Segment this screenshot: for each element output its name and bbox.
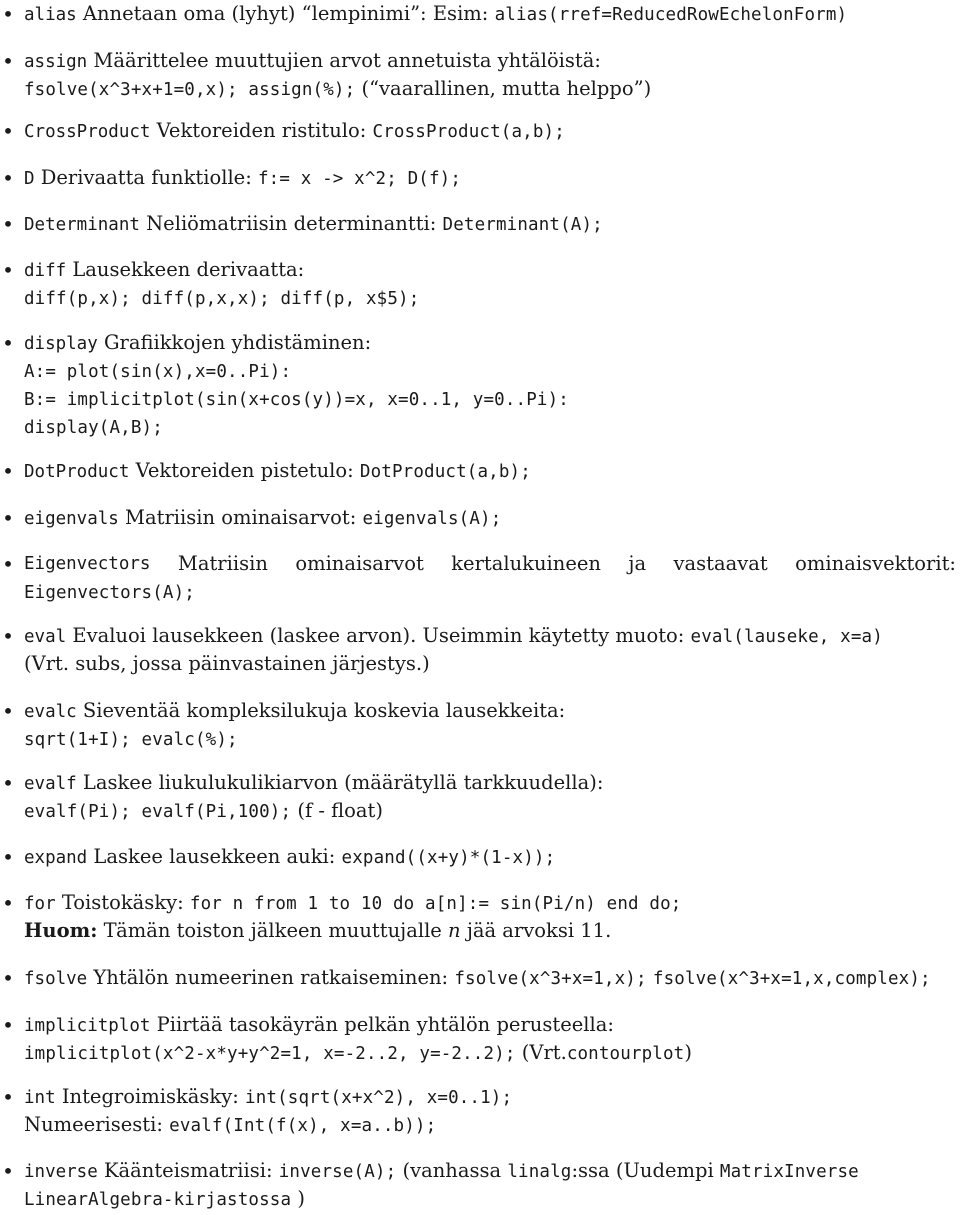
code-example: implicitplot(x^2-x*y+y^2=1, x=-2..2, y=-2..2); <box>24 1044 516 1064</box>
command-description: Derivaatta funktiolle: <box>40 166 252 189</box>
description-word: ominaisarvot <box>295 552 424 575</box>
command-keyword: implicitplot <box>24 1016 151 1036</box>
command-description: Yhtälön numeerinen ratkaiseminen: <box>93 966 449 989</box>
command-description: Annetaan oma (lyhyt) “lempinimi”: Esim: <box>82 2 489 25</box>
bullet: • <box>2 212 14 236</box>
bullet: • <box>2 845 14 869</box>
code-example: eval(lauseke, x=a) <box>690 627 883 647</box>
bullet: • <box>2 49 14 73</box>
code-example: DotProduct(a,b); <box>359 462 531 482</box>
command-keyword: evalc <box>24 702 77 722</box>
code-line: display(A,B); <box>24 418 163 438</box>
command-keyword: Determinant <box>24 215 140 235</box>
bullet: • <box>2 699 14 723</box>
command-keyword: diff <box>24 261 67 281</box>
command-description: Lausekkeen derivaatta: <box>72 258 305 281</box>
code-example-complex: fsolve(x^3+x=1,x,complex); <box>652 969 931 989</box>
code-example: f:= x -> x^2; D(f); <box>258 169 462 189</box>
bullet: • <box>2 459 14 483</box>
variable-n: n <box>448 919 461 942</box>
command-description: Grafiikkojen yhdistäminen: <box>103 331 372 354</box>
command-description: Piirtää tasokäyrän pelkän yhtälön perusteella: <box>156 1013 614 1036</box>
command-description: Integroimiskäsky: <box>61 1085 239 1108</box>
note-prefix: (Vrt. <box>521 1041 567 1064</box>
command-keyword: assign <box>24 52 88 72</box>
bullet: • <box>2 166 14 190</box>
command-keyword: eigenvals <box>24 509 119 529</box>
code-example: fsolve(x^3+x+1=0,x); assign(%); <box>24 80 356 100</box>
description-continued: (Vrt. subs, jossa päinvastainen järjestys.) <box>24 652 430 675</box>
bullet: • <box>2 331 14 355</box>
code-example: diff(p,x); diff(p,x,x); diff(p, x$5); <box>24 289 420 309</box>
code-example: inverse(A); <box>278 1162 397 1182</box>
code-example: expand((x+y)*(1-x)); <box>341 848 556 868</box>
command-description: Vektoreiden ristitulo: <box>156 119 367 142</box>
command-description: Laskee liukulukulikiarvon (määrätyllä tarkkuudella): <box>82 771 604 794</box>
note-mid: :ssa (Uudempi <box>571 1159 714 1182</box>
command-keyword: expand <box>24 848 88 868</box>
bullet: • <box>2 119 14 143</box>
note-text: (“vaarallinen, mutta helppo”) <box>361 77 652 100</box>
code-line: A:= plot(sin(x),x=0..Pi): <box>24 362 292 382</box>
command-description: Matriisin ominaisarvot: <box>125 506 357 529</box>
note-suffix: ) <box>684 1041 692 1064</box>
code-example: fsolve(x^3+x=1,x); <box>454 969 647 989</box>
huom-label: Huom: <box>24 919 98 942</box>
bullet: • <box>2 1013 14 1037</box>
command-keyword: alias <box>24 5 77 25</box>
command-keyword: D <box>24 169 35 189</box>
description-continued: Numeerisesti: <box>24 1113 163 1136</box>
code-example: Determinant(A); <box>442 215 603 235</box>
code-line: B:= implicitplot(sin(x+cos(y))=x, x=0..1, y=0..Pi): <box>24 390 569 410</box>
note-suffix: ) <box>297 1187 305 1210</box>
code-example: Eigenvectors(A); <box>24 583 195 603</box>
command-keyword: evalf <box>24 774 77 794</box>
command-keyword: Eigenvectors <box>24 554 151 574</box>
bullet: • <box>2 1085 14 1109</box>
note-code: linalg <box>507 1162 572 1182</box>
code-example: alias(rref=ReducedRowEchelonForm) <box>494 5 848 25</box>
command-description: Määrittelee muuttujien arvot annetuista yhtälöistä: <box>93 49 601 72</box>
code-example: sqrt(1+I); evalc(%); <box>24 730 238 750</box>
bullet: • <box>2 552 14 576</box>
command-keyword: for <box>24 894 56 914</box>
code-example: evalf(Pi); evalf(Pi,100); <box>24 802 292 822</box>
code-example-numeric: evalf(Int(f(x), x=a..b)); <box>169 1116 437 1136</box>
code-example: for n from 1 to 10 do a[n]:= sin(Pi/n) end do; <box>189 894 682 914</box>
command-keyword: fsolve <box>24 969 88 989</box>
command-keyword: eval <box>24 627 67 647</box>
note-code: contourplot <box>566 1044 685 1064</box>
command-keyword: CrossProduct <box>24 122 151 142</box>
command-description: Käänteismatriisi: <box>103 1159 273 1182</box>
command-description: Toistokäsky: <box>61 891 184 914</box>
note-prefix: (vanhassa <box>402 1159 502 1182</box>
command-description: Vektoreiden pistetulo: <box>135 459 354 482</box>
huom-text: Tämän toiston jälkeen muuttujalle <box>103 919 442 942</box>
description-word: Matriisin <box>177 552 268 575</box>
command-description: Evaluoi lausekkeen (laskee arvon). Useimmin käytetty muoto: <box>72 624 685 647</box>
bullet: • <box>2 891 14 915</box>
command-description: Neliömatriisin determinantti: <box>146 212 437 235</box>
code-example: int(sqrt(x+x^2), x=0..1); <box>245 1088 513 1108</box>
bullet: • <box>2 258 14 282</box>
description-word: ominaisvektorit: <box>795 552 956 575</box>
bullet: • <box>2 624 14 648</box>
bullet: • <box>2 1159 14 1183</box>
command-keyword: inverse <box>24 1162 98 1182</box>
description-word: vastaavat <box>673 552 768 575</box>
note-code-matrixinverse: MatrixInverse <box>719 1162 859 1182</box>
bullet: • <box>2 506 14 530</box>
description-word: ja <box>628 552 647 575</box>
description-word: kertalukuineen <box>451 552 601 575</box>
code-example: eigenvals(A); <box>362 509 502 529</box>
note-text: (f - float) <box>297 799 383 822</box>
code-example: CrossProduct(a,b); <box>372 122 565 142</box>
bullet: • <box>2 2 14 26</box>
library-name: LinearAlgebra-kirjastossa <box>24 1190 292 1210</box>
bullet: • <box>2 966 14 990</box>
bullet: • <box>2 771 14 795</box>
command-keyword: int <box>24 1088 56 1108</box>
huom-text-end: jää arvoksi 11. <box>466 919 612 942</box>
command-keyword: DotProduct <box>24 462 130 482</box>
command-description: Laskee lausekkeen auki: <box>93 845 336 868</box>
command-description: Sieventää kompleksilukuja koskevia lausekkeita: <box>82 699 566 722</box>
command-keyword: display <box>24 334 98 354</box>
